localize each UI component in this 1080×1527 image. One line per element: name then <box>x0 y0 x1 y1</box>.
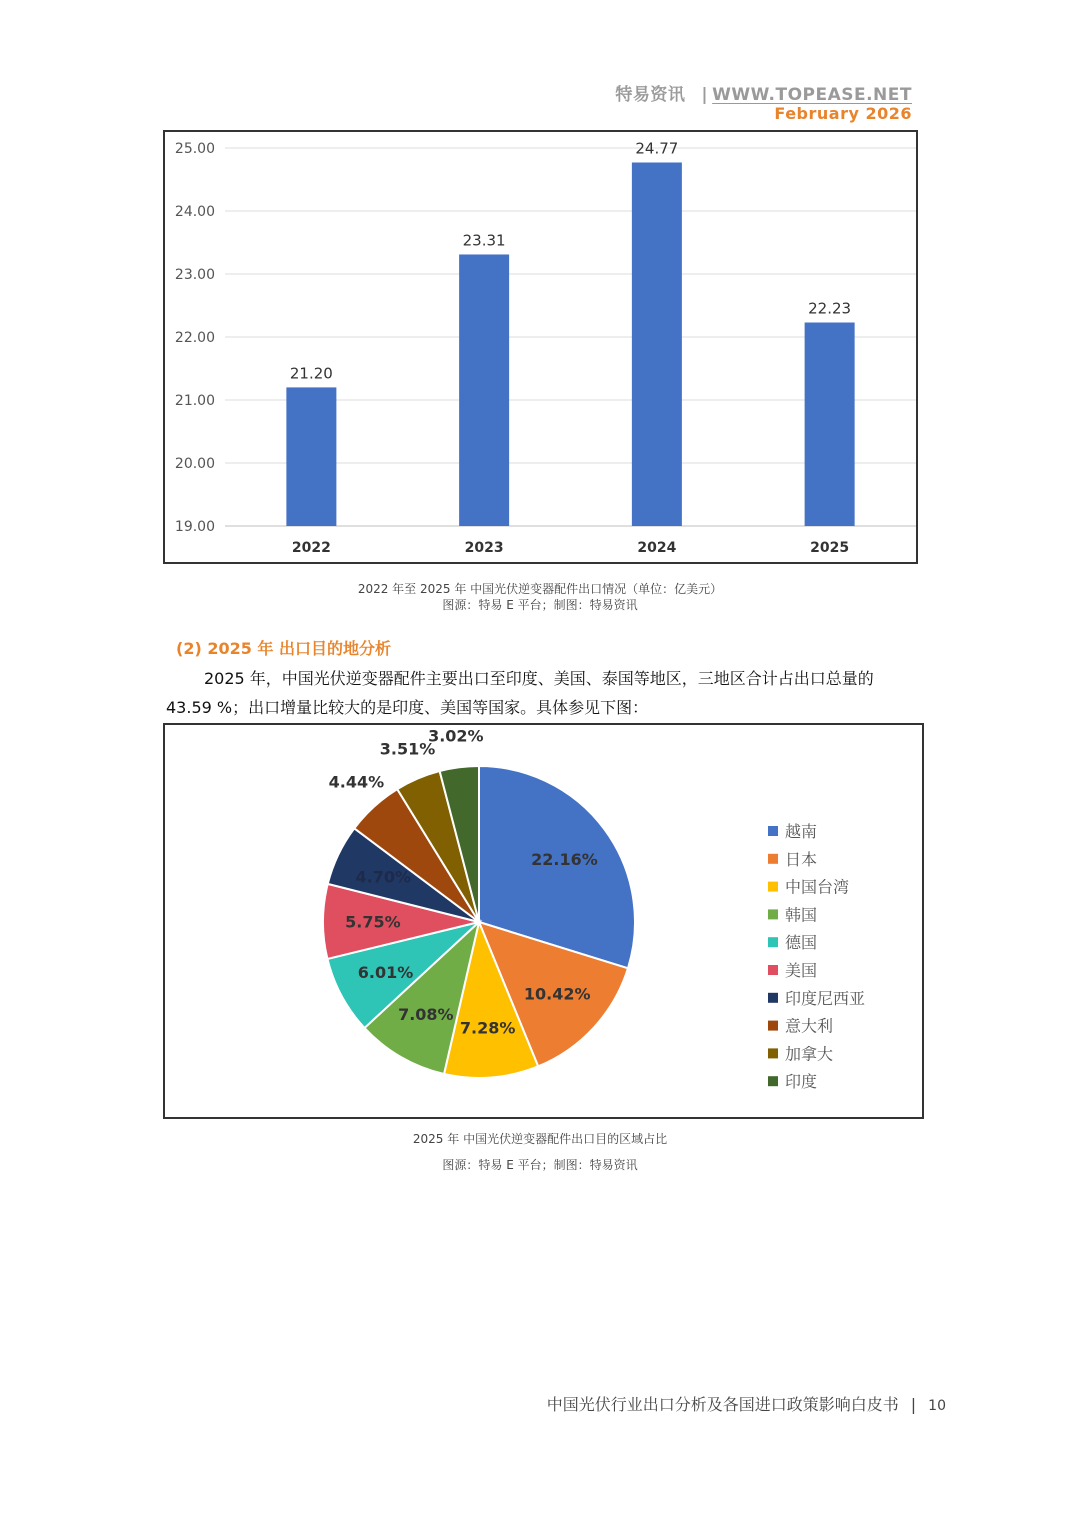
bar-value-label: 22.23 <box>808 299 852 318</box>
legend-label: 韩国 <box>785 905 818 925</box>
bar-value-label: 23.31 <box>462 231 506 250</box>
legend-swatch <box>768 1048 778 1058</box>
legend-label: 加拿大 <box>785 1044 834 1064</box>
legend-swatch <box>768 993 778 1003</box>
legend-label: 印度 <box>785 1072 818 1092</box>
pie-value-label: 10.42% <box>523 984 591 1004</box>
legend-label: 意大利 <box>785 1016 834 1036</box>
pie-value-label: 3.51% <box>379 739 436 759</box>
pie-value-label: 4.70% <box>355 867 412 887</box>
page-footer <box>547 1392 946 1415</box>
y-tick-label: 21.00 <box>174 393 215 409</box>
section-paragraph: 2025 年，中国光伏逆变器配件主要出口至印度、美国、泰国等地区，三地区合计占出口总量的 43.59 %；出口增量比较大的是印度、美国等国家。具体参见下图： <box>166 669 874 717</box>
pie-chart-caption: 2025 年 中国光伏逆变器配件出口目的区域占比 <box>412 1132 668 1146</box>
bar <box>459 254 509 526</box>
y-tick-label: 23.00 <box>174 267 215 283</box>
x-tick-label: 2022 <box>291 540 331 556</box>
x-tick-label: 2024 <box>637 540 677 556</box>
pie-value-label: 7.08% <box>398 1004 454 1024</box>
page-number: 10 <box>928 1398 946 1414</box>
pie-chart <box>165 725 922 1117</box>
legend-swatch <box>768 909 778 919</box>
legend-swatch <box>768 1076 778 1086</box>
legend-label: 德国 <box>785 933 818 953</box>
y-tick-label: 24.00 <box>174 204 215 220</box>
footer-title: 中国光伏行业出口分析及各国进口政策影响白皮书 <box>546 1395 899 1414</box>
legend-swatch <box>768 965 778 975</box>
pie-value-label: 22.16% <box>531 850 598 870</box>
y-tick-label: 20.00 <box>174 456 215 472</box>
pie-value-label: 4.44% <box>328 772 385 792</box>
bar-value-label: 24.77 <box>635 139 679 158</box>
bar <box>286 387 336 526</box>
legend-swatch <box>768 826 778 836</box>
brand-name: 特易资讯 <box>615 85 686 105</box>
bar <box>805 323 855 526</box>
bar <box>632 162 682 526</box>
pie-chart-frame <box>163 723 924 1119</box>
legend-swatch <box>768 937 778 947</box>
section-heading: (2) 2025 年 出口目的地分析 <box>176 639 392 658</box>
bar-value-label: 21.20 <box>289 364 333 383</box>
pie-chart-source: 图源：特易 E 平台；制图：特易资讯 <box>442 1158 638 1172</box>
legend-label: 中国台湾 <box>785 877 850 897</box>
bar-chart-caption: 2022 年至 2025 年 中国光伏逆变器配件出口情况（单位：亿美元） <box>357 582 723 596</box>
pie-value-label: 5.75% <box>345 912 401 932</box>
y-tick-label: 25.00 <box>174 141 215 157</box>
legend-label: 印度尼西亚 <box>785 988 866 1008</box>
legend-label: 美国 <box>785 961 818 980</box>
y-tick-label: 19.00 <box>174 519 215 535</box>
bar-chart-source: 图源：特易 E 平台；制图：特易资讯 <box>442 598 638 612</box>
x-tick-label: 2025 <box>810 540 850 556</box>
header-date: February 2026 <box>774 104 912 123</box>
pie-value-label: 6.01% <box>357 963 414 983</box>
legend-label: 日本 <box>785 849 818 869</box>
brand-separator: | <box>701 85 709 105</box>
header-brand <box>615 80 912 105</box>
bar-chart <box>165 132 916 562</box>
footer-separator: | <box>910 1395 917 1414</box>
legend-swatch <box>768 1021 778 1031</box>
site-link[interactable]: WWW.TOPEASE.NET <box>712 85 912 105</box>
legend-label: 越南 <box>785 822 818 841</box>
pie-value-label: 3.02% <box>428 726 484 746</box>
pie-value-label: 7.28% <box>459 1018 516 1038</box>
y-tick-label: 22.00 <box>174 330 215 346</box>
x-tick-label: 2023 <box>464 540 504 556</box>
bar-chart-frame <box>163 130 918 564</box>
legend-swatch <box>768 882 778 892</box>
legend-swatch <box>768 854 778 864</box>
